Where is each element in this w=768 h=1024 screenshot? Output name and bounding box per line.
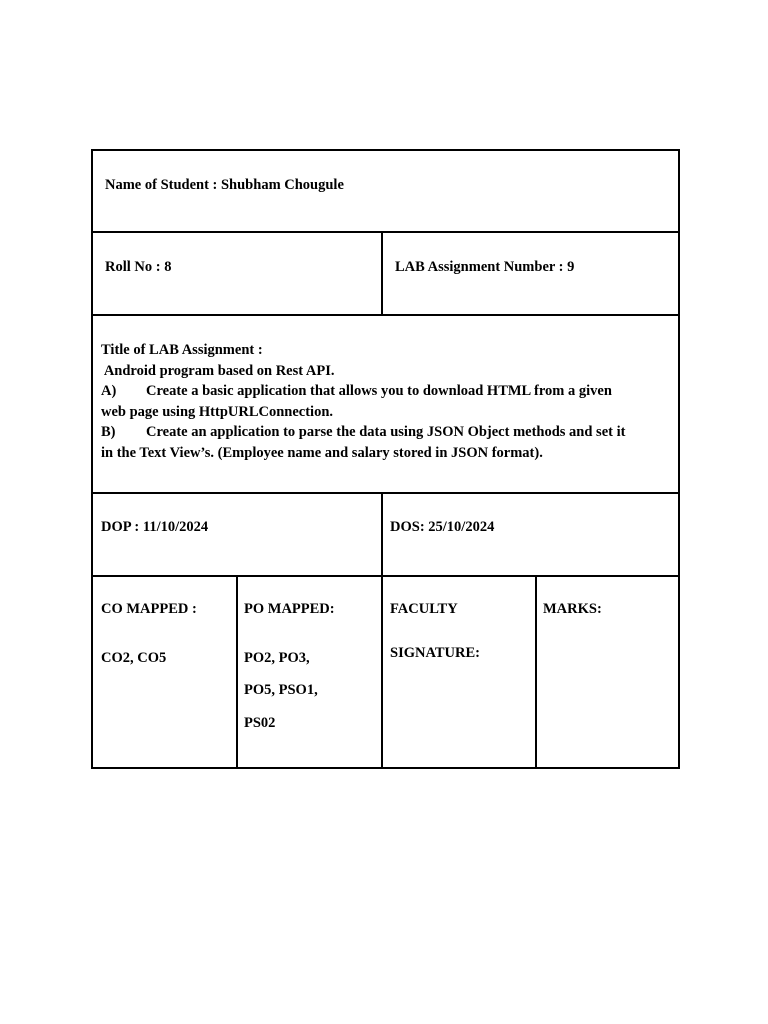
row-divider-1 xyxy=(93,231,678,233)
faculty-label: FACULTY xyxy=(390,601,458,617)
po-mapped-value-1: PO2, PO3, xyxy=(244,650,310,666)
part-b-text-1: Create an application to parse the data using JSON Object methods and set it xyxy=(146,424,626,440)
po-mapped-value-2: PO5, PSO1, xyxy=(244,682,318,698)
part-b-marker: B) xyxy=(101,424,116,440)
date-of-performance: DOP : 11/10/2024 xyxy=(101,519,209,535)
part-a-text-1: Create a basic application that allows you to download HTML from a given xyxy=(146,383,612,399)
assignment-subtitle: Android program based on Rest API. xyxy=(101,362,335,379)
co-po-column-divider xyxy=(236,575,238,769)
assignment-title-label: Title of LAB Assignment : xyxy=(101,342,263,358)
row-divider-4 xyxy=(93,575,678,577)
student-name: Name of Student : Shubham Chougule xyxy=(105,177,344,193)
part-b-line-1 xyxy=(101,422,625,443)
po-mapped-value-3: PS02 xyxy=(244,715,276,731)
part-b-line-2: in the Text View’s. (Employee name and salary stored in JSON format). xyxy=(101,444,543,461)
lab-assignment-number: LAB Assignment Number : 9 xyxy=(395,259,575,275)
part-a-marker: A) xyxy=(101,383,117,399)
co-mapped-label: CO MAPPED : xyxy=(101,601,197,617)
lab-assignment-cover-table xyxy=(91,149,680,769)
faculty-marks-column-divider xyxy=(535,575,537,769)
po-mapped-label: PO MAPPED: xyxy=(244,601,335,617)
row-divider-2 xyxy=(93,314,678,316)
date-of-submission: DOS: 25/10/2024 xyxy=(390,519,495,535)
co-mapped-value: CO2, CO5 xyxy=(101,650,167,666)
part-a-line-2: web page using HttpURLConnection. xyxy=(101,403,334,420)
marks-label: MARKS: xyxy=(543,601,602,617)
signature-label: SIGNATURE: xyxy=(390,645,480,661)
dates-column-divider xyxy=(381,493,383,769)
roll-column-divider xyxy=(381,232,383,315)
roll-number: Roll No : 8 xyxy=(105,259,172,275)
assignment-title-block xyxy=(101,340,625,463)
row-divider-3 xyxy=(93,492,678,494)
part-a-line-1 xyxy=(101,381,625,402)
